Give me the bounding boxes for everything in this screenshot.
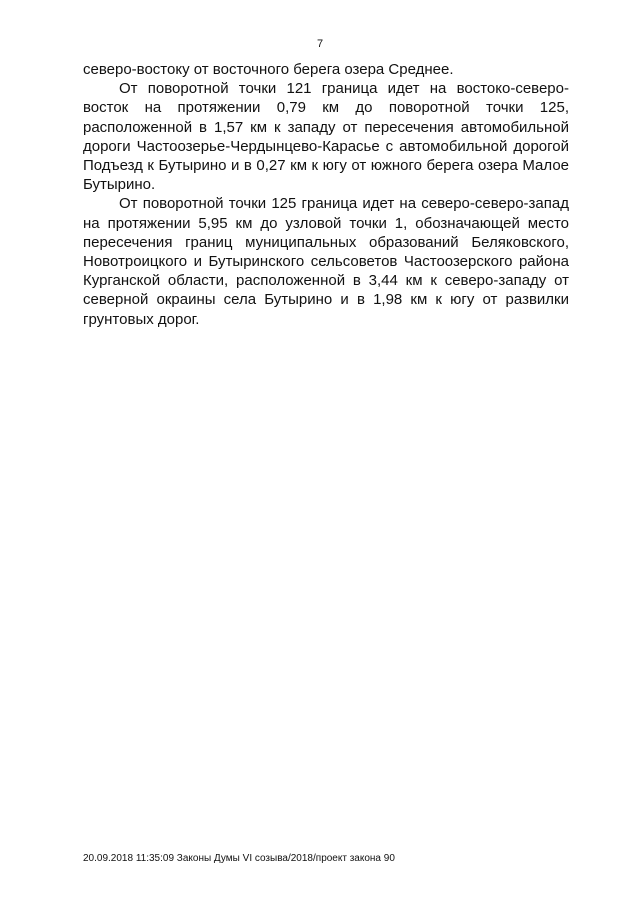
page-number: 7 <box>316 38 324 50</box>
paragraph-2: От поворотной точки 121 граница идет на востоко-северо-восток на протяжении 0,79 км до поворотной точки 125, расположенной в 1,57 км к западу от пересечения автомобильной дороги Частоозерье-Чердынцево-Карасье с автомобильной дорогой Подъезд к Бутырино и в 0,27 км к югу от южного берега озера Малое Бутырино. <box>83 80 569 194</box>
document-footer: 20.09.2018 11:35:09 Законы Думы VI созыва/2018/проект закона 90 <box>83 853 395 864</box>
paragraph-1: северо-востоку от восточного берега озера Среднее. <box>83 61 454 78</box>
paragraph-3: От поворотной точки 125 граница идет на северо-северо-запад на протяжении 5,95 км до узловой точки 1, обозначающей место пересечения границ муниципальных образований Беляковского, Новотроицкого и Бутыринского сельсоветов Частоозерского района Курганской области, расположенной в 3,44 км к северо-западу от северной окраины села Бутырино и в 1,98 км к югу от развилки грунтовых дорог. <box>83 195 569 328</box>
document-body <box>83 60 569 329</box>
